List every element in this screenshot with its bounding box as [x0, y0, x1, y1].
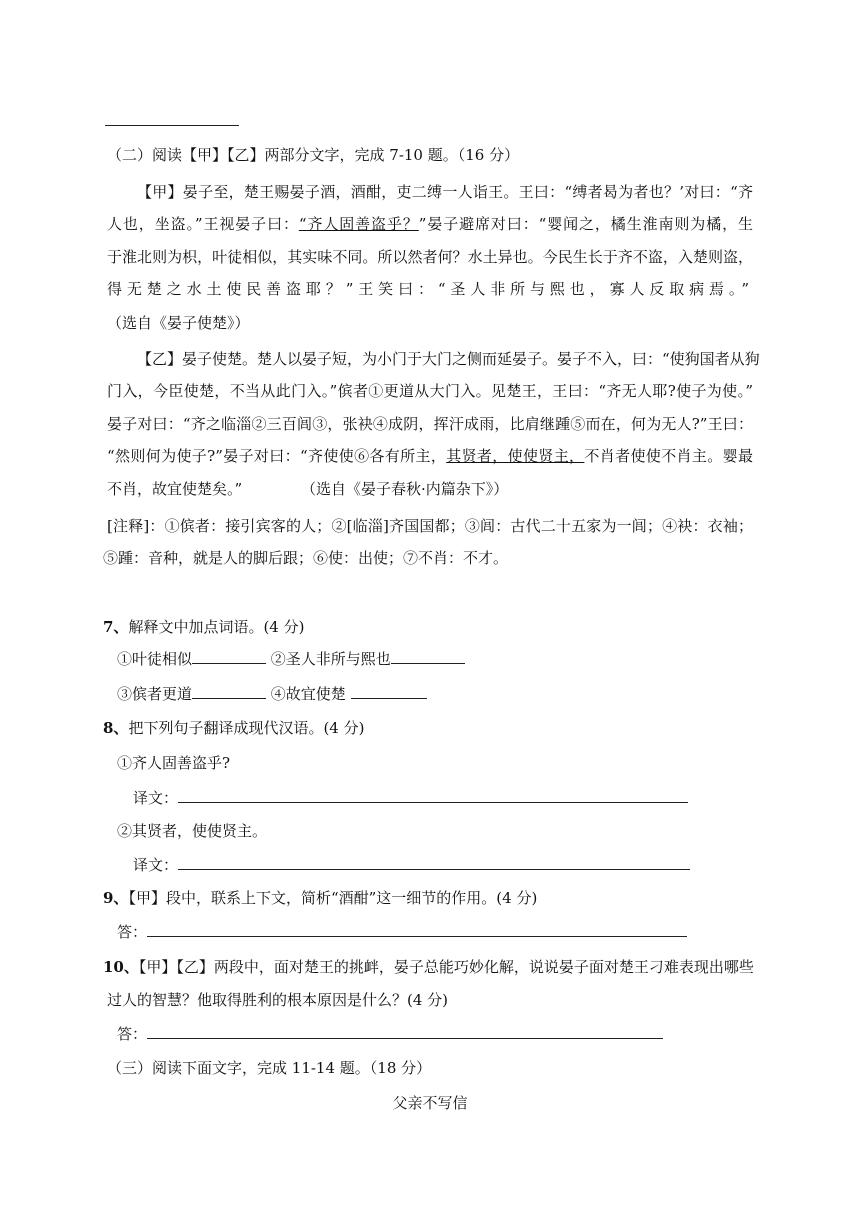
question-7: [103, 617, 304, 637]
passage-b-source: （选自《晏子春秋·内篇杂下》）: [301, 480, 509, 498]
q8-translation-label-1: 译文：: [133, 789, 179, 807]
q8-translation-label-2: 译文：: [133, 856, 179, 874]
passage-a-line-1: 【甲】晏子至，楚王赐晏子酒，酒酣，吏二缚一人诣王。王曰：“缚者曷为者也？’对曰：“齐: [137, 183, 753, 201]
question-10-line-1: [103, 957, 753, 977]
q7-answer-blank-b[interactable]: [391, 649, 465, 664]
question-10-line-2: 过人的智慧？他取得胜利的根本原因是什么？(4 分): [107, 991, 449, 1009]
passage-b-line-2: 门入，今臣使楚，不当从此门入。”傧者①更道从大门入。见楚王，王曰：“齐无人耶?使子为使。”: [107, 382, 753, 400]
notes-line-1: [注释]：①傧者：接引宾客的人；②[临淄]齐国国都；③闾：古代二十五家为一闾；④袂：衣袖；: [107, 517, 753, 535]
passage-b-line-3: 晏子对曰：“齐之临淄②三百闾③，张袂④成阴，挥汗成雨，比肩继踵⑤而在，何为无人?”王曰：: [107, 415, 753, 433]
passage-b-line-4-pre: “然则何为使子?”晏子对曰：“齐使使⑥各有所主，: [107, 447, 447, 465]
q7-item-a: ①叶徒相似: [117, 650, 193, 668]
passage-b-line-1: 【乙】晏子使楚。楚人以晏子短，为小门于大门之侧而延晏子。晏子不入，曰：“使狗国者从狗: [137, 350, 760, 368]
q10-answer: [117, 1024, 663, 1044]
section-2-header: （二）阅读【甲】【乙】两部分文字，完成 7-10 题。（16 分）: [107, 146, 520, 164]
passage-b-underlined-sentence: 其贤者，使使贤主，: [446, 447, 585, 465]
q9-answer-blank[interactable]: [147, 922, 687, 937]
question-7-text: 解释文中加点词语。(4 分): [128, 618, 305, 636]
q8-sentence-1: ①齐人固善盗乎?: [117, 754, 231, 772]
q8-translation-blank-2[interactable]: [178, 855, 690, 870]
question-10-number: 10、: [103, 958, 139, 976]
passage-b-line-5: 不肖，故宜使楚矣。”: [107, 480, 243, 498]
q7-answer-blank-d[interactable]: [351, 684, 427, 699]
q7-item-c: ③傧者更道: [117, 685, 193, 703]
q7-item-d: ④故宜使楚: [270, 685, 346, 703]
q7-answer-blank-a[interactable]: [192, 649, 266, 664]
q7-answer-blank-c[interactable]: [192, 684, 266, 699]
passage-b-line-4: [107, 446, 753, 466]
question-9-text: 【甲】段中，联系上下文，简析“酒酣”这一细节的作用。(4 分): [128, 889, 538, 907]
q8-translation-1: [133, 788, 688, 808]
passage-a-source: （选自《晏子使楚》）: [107, 314, 250, 332]
q8-translation-blank-1[interactable]: [178, 788, 688, 803]
q8-sentence-2: ②其贤者，使使贤主。: [117, 822, 268, 840]
question-10-text-1: 【甲】【乙】两段中，面对楚王的挑衅，晏子总能巧妙化解，说说晏子面对楚王刁难表现出哪些: [138, 958, 754, 976]
notes-line-2: ⑤踵：音种，就是人的脚后跟；⑥使：出使；⑦不肖：不才。: [103, 549, 509, 567]
q10-answer-blank[interactable]: [147, 1024, 663, 1039]
q9-answer: [117, 922, 687, 942]
q9-answer-label: 答：: [117, 923, 148, 941]
q7-item-b: ②圣人非所与熙也: [270, 650, 391, 668]
section-3-article-title: 父亲不写信: [392, 1094, 468, 1112]
question-7-row-1: [117, 649, 465, 669]
question-7-number: 7、: [103, 618, 129, 636]
question-8-number: 8、: [103, 719, 129, 737]
passage-a-line-2: [107, 214, 753, 234]
passage-a-underlined-sentence: “齐人固善盗乎？: [298, 215, 419, 233]
passage-b-line-4-post: 不肖者使使不肖主。婴最: [584, 447, 753, 465]
question-9-number: 9、: [103, 889, 129, 907]
passage-a-line-2-post: ”晏子避席对曰：“婴闻之，橘生淮南则为橘，生: [418, 215, 753, 233]
passage-a-line-3: 于淮北则为枳，叶徒相似，其实味不同。所以然者何？水土异也。今民生长于齐不盗，入楚则盗，: [107, 248, 753, 266]
question-8-text: 把下列句子翻译成现代汉语。(4 分): [128, 719, 365, 737]
question-9: [103, 888, 537, 908]
q10-answer-label: 答：: [117, 1025, 148, 1043]
passage-a-line-4: 得无楚之水土使民善盗耶？”王笑曰：“圣人非所与熙也，寡人反取病焉。”: [107, 280, 753, 298]
q8-translation-2: [133, 855, 690, 875]
passage-a-line-2-pre: 人也，坐盗。”王视晏子曰：: [107, 215, 299, 233]
top-divider: [105, 125, 239, 126]
section-3-header: （三）阅读下面文字，完成 11-14 题。（18 分）: [107, 1059, 432, 1077]
question-8: [103, 718, 364, 738]
question-7-row-2: [117, 684, 427, 704]
